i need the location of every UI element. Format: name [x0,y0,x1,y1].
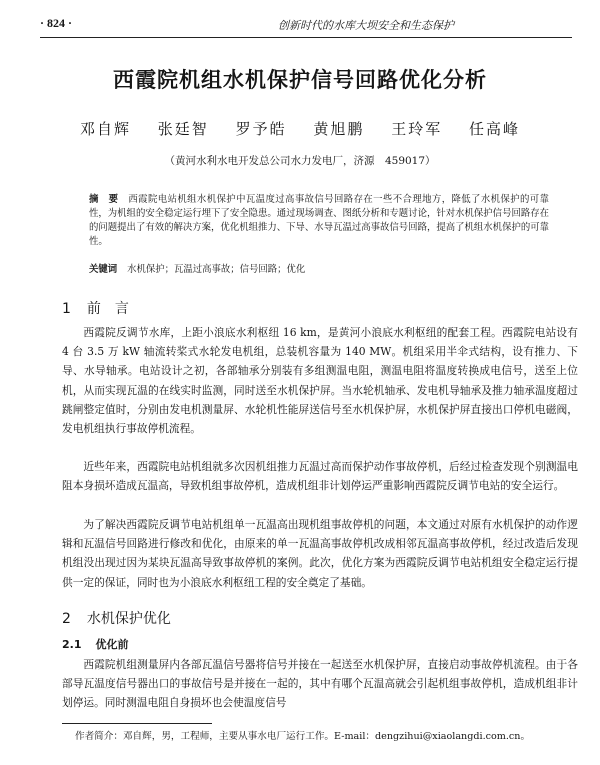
author: 邓自辉 [80,120,132,138]
section-number: 2 [62,611,71,627]
keywords-label: 关键词 [89,264,118,275]
body-paragraph: 为了解决西霞院反调节电站机组单一瓦温高出现机组事故停机的问题，本文通过对原有水机保护的动作逻辑和瓦温信号回路进行修改和优化，由原来的单一瓦温高事故停机改成相邻瓦温高事故停机，经过改造后发现机组没出现过因为某块瓦温高导致事故停机的案例。此次，优化方案为西霞院反调节电站机组安全稳定运行提供一定的保证，同时也为小浪底水利枢纽工程的安全奠定了基础。 [62,518,578,589]
section-heading [62,298,129,318]
subsection-number: 2.1 [62,638,82,651]
author: 罗予皓 [235,120,287,138]
author: 王玲军 [391,120,443,138]
journal-title: 创新时代的水库大坝安全和生态保护 [278,19,454,32]
page-number: · 824 · [40,16,73,30]
author: 黄旭鹏 [313,120,365,138]
keywords [89,263,549,277]
section-title: 水机保护优化 [86,611,171,627]
section-number: 1 [62,301,71,317]
affiliation: （黄河水利水电开发总公司水力发电厂，济源 459017） [164,155,436,167]
abstract-text: 西霞院电站机组水机保护中瓦温度过高事故信号回路存在一些不合理地方，降低了水机保护的可靠性，为机组的安全稳定运行埋下了安全隐患。通过现场调查、图纸分析和专题讨论，针对水机保护信号回路存在的问题提出了有效的解决方案，优化机组推力、下导、水导瓦温过高事故信号回路，提高了机组水机保护的可靠性。 [89,194,549,247]
author: 任高峰 [468,120,520,138]
body-paragraph: 西霞院反调节水库，上距小浪底水利枢纽 16 km，是黄河小浪底水利枢纽的配套工程。西霞院电站设有 4 台 3.5 万 kW 轴流转桨式水轮发电机组，总装机容量为 140 MW。机组采用半伞式结构，设有推力、下导、水导轴承。电站设计之初，各部轴承分别装有多组测温电阻，测温电阻将温度转换成电信号，送至上位机，从而实现瓦温的在线实时监测，同时送至水机保护屏。当水轮机轴承、发电机导轴承及推力轴承温度超过跳闸整定值时，分别由发电机测量屏、水轮机性能屏送信号至水机保护屏，水机保护屏直接出口停机电磁阀，发电机组执行事故停机流程。 [62,326,578,436]
footnote-rule [62,723,212,724]
author-list [0,118,600,139]
body-paragraph: 近些年来，西霞院电站机组就多次因机组推力瓦温过高而保护动作事故停机，后经过检查发现个别测温电阻本身损坏造成瓦温高，导致机组事故停机，造成机组非计划停运严重影响西霞院反调节电站的安全运行。 [62,460,578,493]
author: 张廷智 [157,120,209,138]
author-footnote: 作者简介：邓自辉，男，工程师，主要从事水电厂运行工作。E-mail：dengzihui@xiaolangdi.com.cn。 [75,731,531,742]
running-header [40,14,572,34]
subsection-heading [62,636,129,652]
subsection-title: 优化前 [95,638,129,651]
keywords-text: 水机保护；瓦温过高事故；信号回路；优化 [127,264,306,275]
section-title: 前 言 [86,301,129,317]
body-paragraph: 西霞院机组测量屏内各部瓦温信号器将信号并接在一起送至水机保护屏，直接启动事故停机流程。由于各部导瓦温度信号器出口的事故信号是并接在一起的，其中有哪个瓦温高就会引起机组事故停机，造成机组非计划停运。同时测温电阻自身损坏也会使温度信号 [62,658,578,710]
abstract [89,193,549,249]
abstract-label: 摘 要 [89,194,119,205]
article-title: 西霞院机组水机保护信号回路优化分析 [113,68,487,92]
header-rule [40,37,572,38]
section-heading [62,608,171,628]
